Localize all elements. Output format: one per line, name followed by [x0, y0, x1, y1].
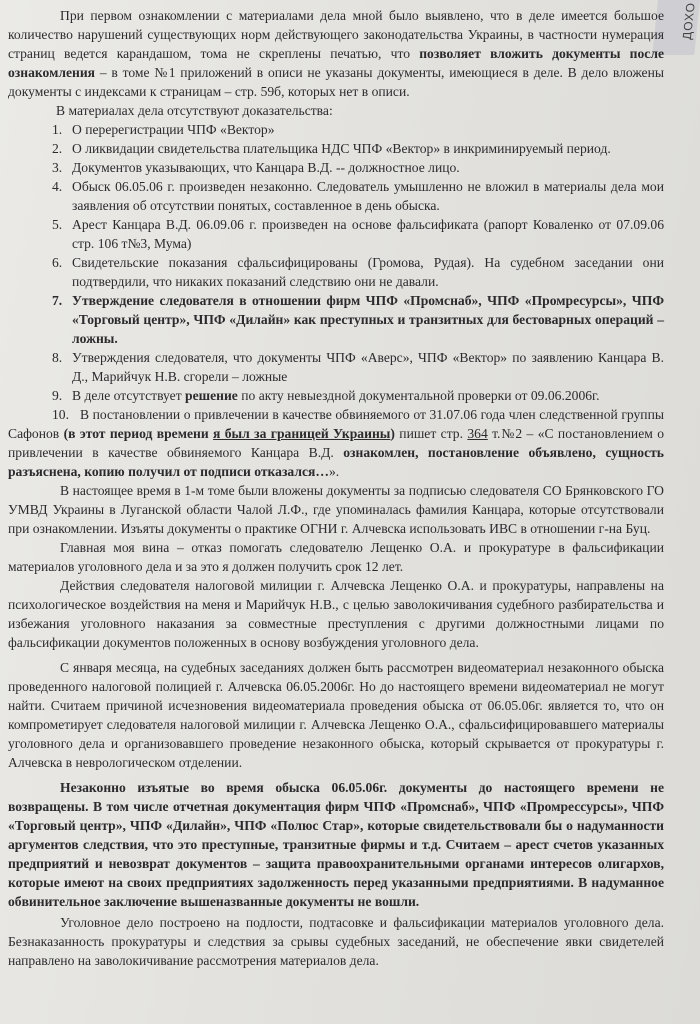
list-item-number: 6. [52, 255, 63, 270]
item10-bold-b: (в этот период времени [63, 426, 214, 441]
list-item-text: Свидетельские показания сфальсифицированы (Громова, Рудая). На судебном заседании они подтвердили, что никаких показаний следствию они не давали. [72, 255, 664, 289]
list-item-text: О перерегистрации ЧПФ «Вектор» [72, 122, 275, 137]
list-item [8, 215, 664, 253]
item10-bold-d: ) [390, 426, 395, 441]
item10-underlined-c: я был за границей Украины [213, 426, 391, 441]
paragraph-volume-one: В настоящее время в 1-м томе были вложены документы за подписью следователя СО Брянковского ГО УМВД Украины в Луганской области Чалой Л.Ф., где упоминалась фамилия Канцара, которые отсутствовали при ознакомлении. Изъяты документы о практике ОГНИ г. Алчевска использовать ИВС в отношении г-на Буц. [8, 483, 664, 536]
list-item-number: 8. [52, 350, 63, 365]
list-item-text: Утверждения следователя, что документы ЧПФ «Аверс», ЧПФ «Вектор» по заявлению Канцара В. Д., Марийчук Н.В. сгорели – ложные [72, 350, 664, 384]
intro-bold-text: позволяет вложить документы после ознакомления [8, 46, 664, 80]
list-item [8, 253, 664, 291]
intro-text: При первом ознакомлении с материалами дела мной было выявлено, что в деле имеется большое количество нарушений существующих норм действующего законодательства Украины, в частности нумерация страниц ведется карандашом, тома не скреплены печатью, что [8, 8, 664, 61]
paragraph-conclusion: Уголовное дело построено на подлости, подтасовке и фальсификации материалов уголовного дела. Безнаказанность прокуратуры и следствия за срывы судебных заседаний, не обеспечение явки свидетелей направлено на заволокичивание рассмотрения материалов дела. [8, 915, 664, 968]
list-item [8, 158, 664, 177]
list-item [8, 139, 664, 158]
list-item-text: Документов указывающих, что Канцара В.Д. -- должностное лицо. [72, 160, 460, 175]
item10-page-ref: 364 [467, 426, 488, 441]
item10-text-a: В постановлении о привлечении в качестве обвиняемого от 31.07.06 года член следственной группы Сафонов [8, 407, 664, 441]
list-item-text: Обыск 06.05.06 г. произведен незаконно. Следователь умышленно не вложил в материалы дела мои заявления об отсутствии понятых, составленное в день обыска. [72, 179, 664, 213]
list-item-bold-text: решение [185, 388, 238, 403]
list-item-text: В деле отсутствует [72, 388, 186, 403]
list-item-number: 3. [52, 160, 63, 175]
paragraph-seized-documents: Незаконно изъятые во время обыска 06.05.06г. документы до настоящего времени не возвращены. В том числе отчетная документация фирм ЧПФ «Промснаб», ЧПФ «Промрессурсы», ЧПФ «Торговый центр», ЧПФ «Дилайн», ЧПФ «Полюс Стар», которые свидетельствовали бы о надуманности аргументов следствия, что это преступные, транзитные фирмы и т.д. Считаем – арест счетов указанных предприятий и невозврат документов – защита правоохранительными органами интересов олигархов, которые имеют на своих предприятиях задолженность перед указанными предприятиями. В надуманное обвинительное заключение вышеназванные документы не вошли. [8, 780, 664, 909]
document-body [8, 6, 664, 970]
paragraph-video-material: С января месяца, на судебных заседаниях должен быть рассмотрен видеоматериал незаконного обыска проведенного налоговой полицией г. Алчевска 06.05.2006г. Но до настоящего времени видеоматериал не могут найти. Считаем причиной исчезновения видеоматериала проведения обыска от 06.05.06г. является то, что он компрометирует следователя налоговой милиции г. Алчевска Лещенко О.А., сфальсифицировавшего материалы уголовного дела и организовавшего проведение незаконного обыска, который скрывается от прокуратуры г. Алчевска в неврологическом отделении. [8, 660, 664, 770]
list-item-number: 2. [52, 141, 63, 156]
list-item-number: 5. [52, 217, 63, 232]
list-item-ten [8, 405, 664, 481]
list-item [8, 386, 664, 405]
item10-text-e: пишет стр. [394, 426, 468, 441]
list-item [8, 120, 664, 139]
evidence-list [8, 120, 664, 405]
list-item-number: 4. [52, 179, 63, 194]
list-item-number: 7. [52, 293, 63, 308]
list-item-text: Арест Канцара В.Д. 06.09.06 г. произведен на основе фальсификата (рапорт Коваленко от 07.09.06 стр. 106 т№3, Мума) [72, 217, 664, 251]
list-item-text: Утверждение следователя в отношении фирм ЧПФ «Промснаб», ЧПФ «Промресурсы», ЧПФ «Торговый центр», ЧПФ «Дилайн» как преступных и транзитных для бестоварных операций – ложны. [72, 293, 664, 346]
list-item-number: 9. [52, 388, 63, 403]
list-item-text-end: по акту невыездной документальной проверки от 09.06.2006г. [237, 388, 600, 403]
item10-text-i: ». [328, 464, 340, 479]
list-item-number: 10. [52, 407, 69, 422]
intro-text-end: – в томе №1 приложений в описи не указаны документы, имеющиеся в деле. В дело вложены документы с индексами к страницам – стр. 59б, которых нет в описи. [8, 65, 664, 99]
item10-text-g: т.№2 – «С постановлением о привлечении в качестве обвиняемого Канцара В.Д. [8, 426, 665, 460]
list-item-number-wrap [8, 405, 80, 424]
list-item [8, 291, 664, 348]
list-item-number: 1. [52, 122, 63, 137]
list-item [8, 177, 664, 215]
intro-paragraph [8, 6, 664, 101]
corner-label: ДОХО [679, 2, 698, 40]
list-item [8, 348, 664, 386]
list-item-text: О ликвидации свидетельства плательщика НДС ЧПФ «Вектор» в инкриминируемый период. [72, 141, 611, 156]
item10-bold-h: ознакомлен, постановление объявлено, сущность разъяснена, копию получил от подписи отказался… [8, 445, 664, 479]
paragraph-main-guilt: Главная моя вина – отказ помогать следователю Лещенко О.А. и прокуратуре в фальсификации материалов уголовного дела и за это я должен получить срок 12 лет. [8, 540, 664, 574]
list-heading: В материалах дела отсутствуют доказательства: [56, 103, 333, 118]
paragraph-investigator-actions: Действия следователя налоговой милиции г. Алчевска Лещенко О.А. и прокуратуры, направлены на психологическое воздействия на меня и Марийчук Н.В., с целью заволокичивания судебного разбирательства и избежания уголовного наказания за совместные преступления с другими должностными лицами по фальсификации документов положенных в основу возбуждения уголовного дела. [8, 578, 664, 650]
